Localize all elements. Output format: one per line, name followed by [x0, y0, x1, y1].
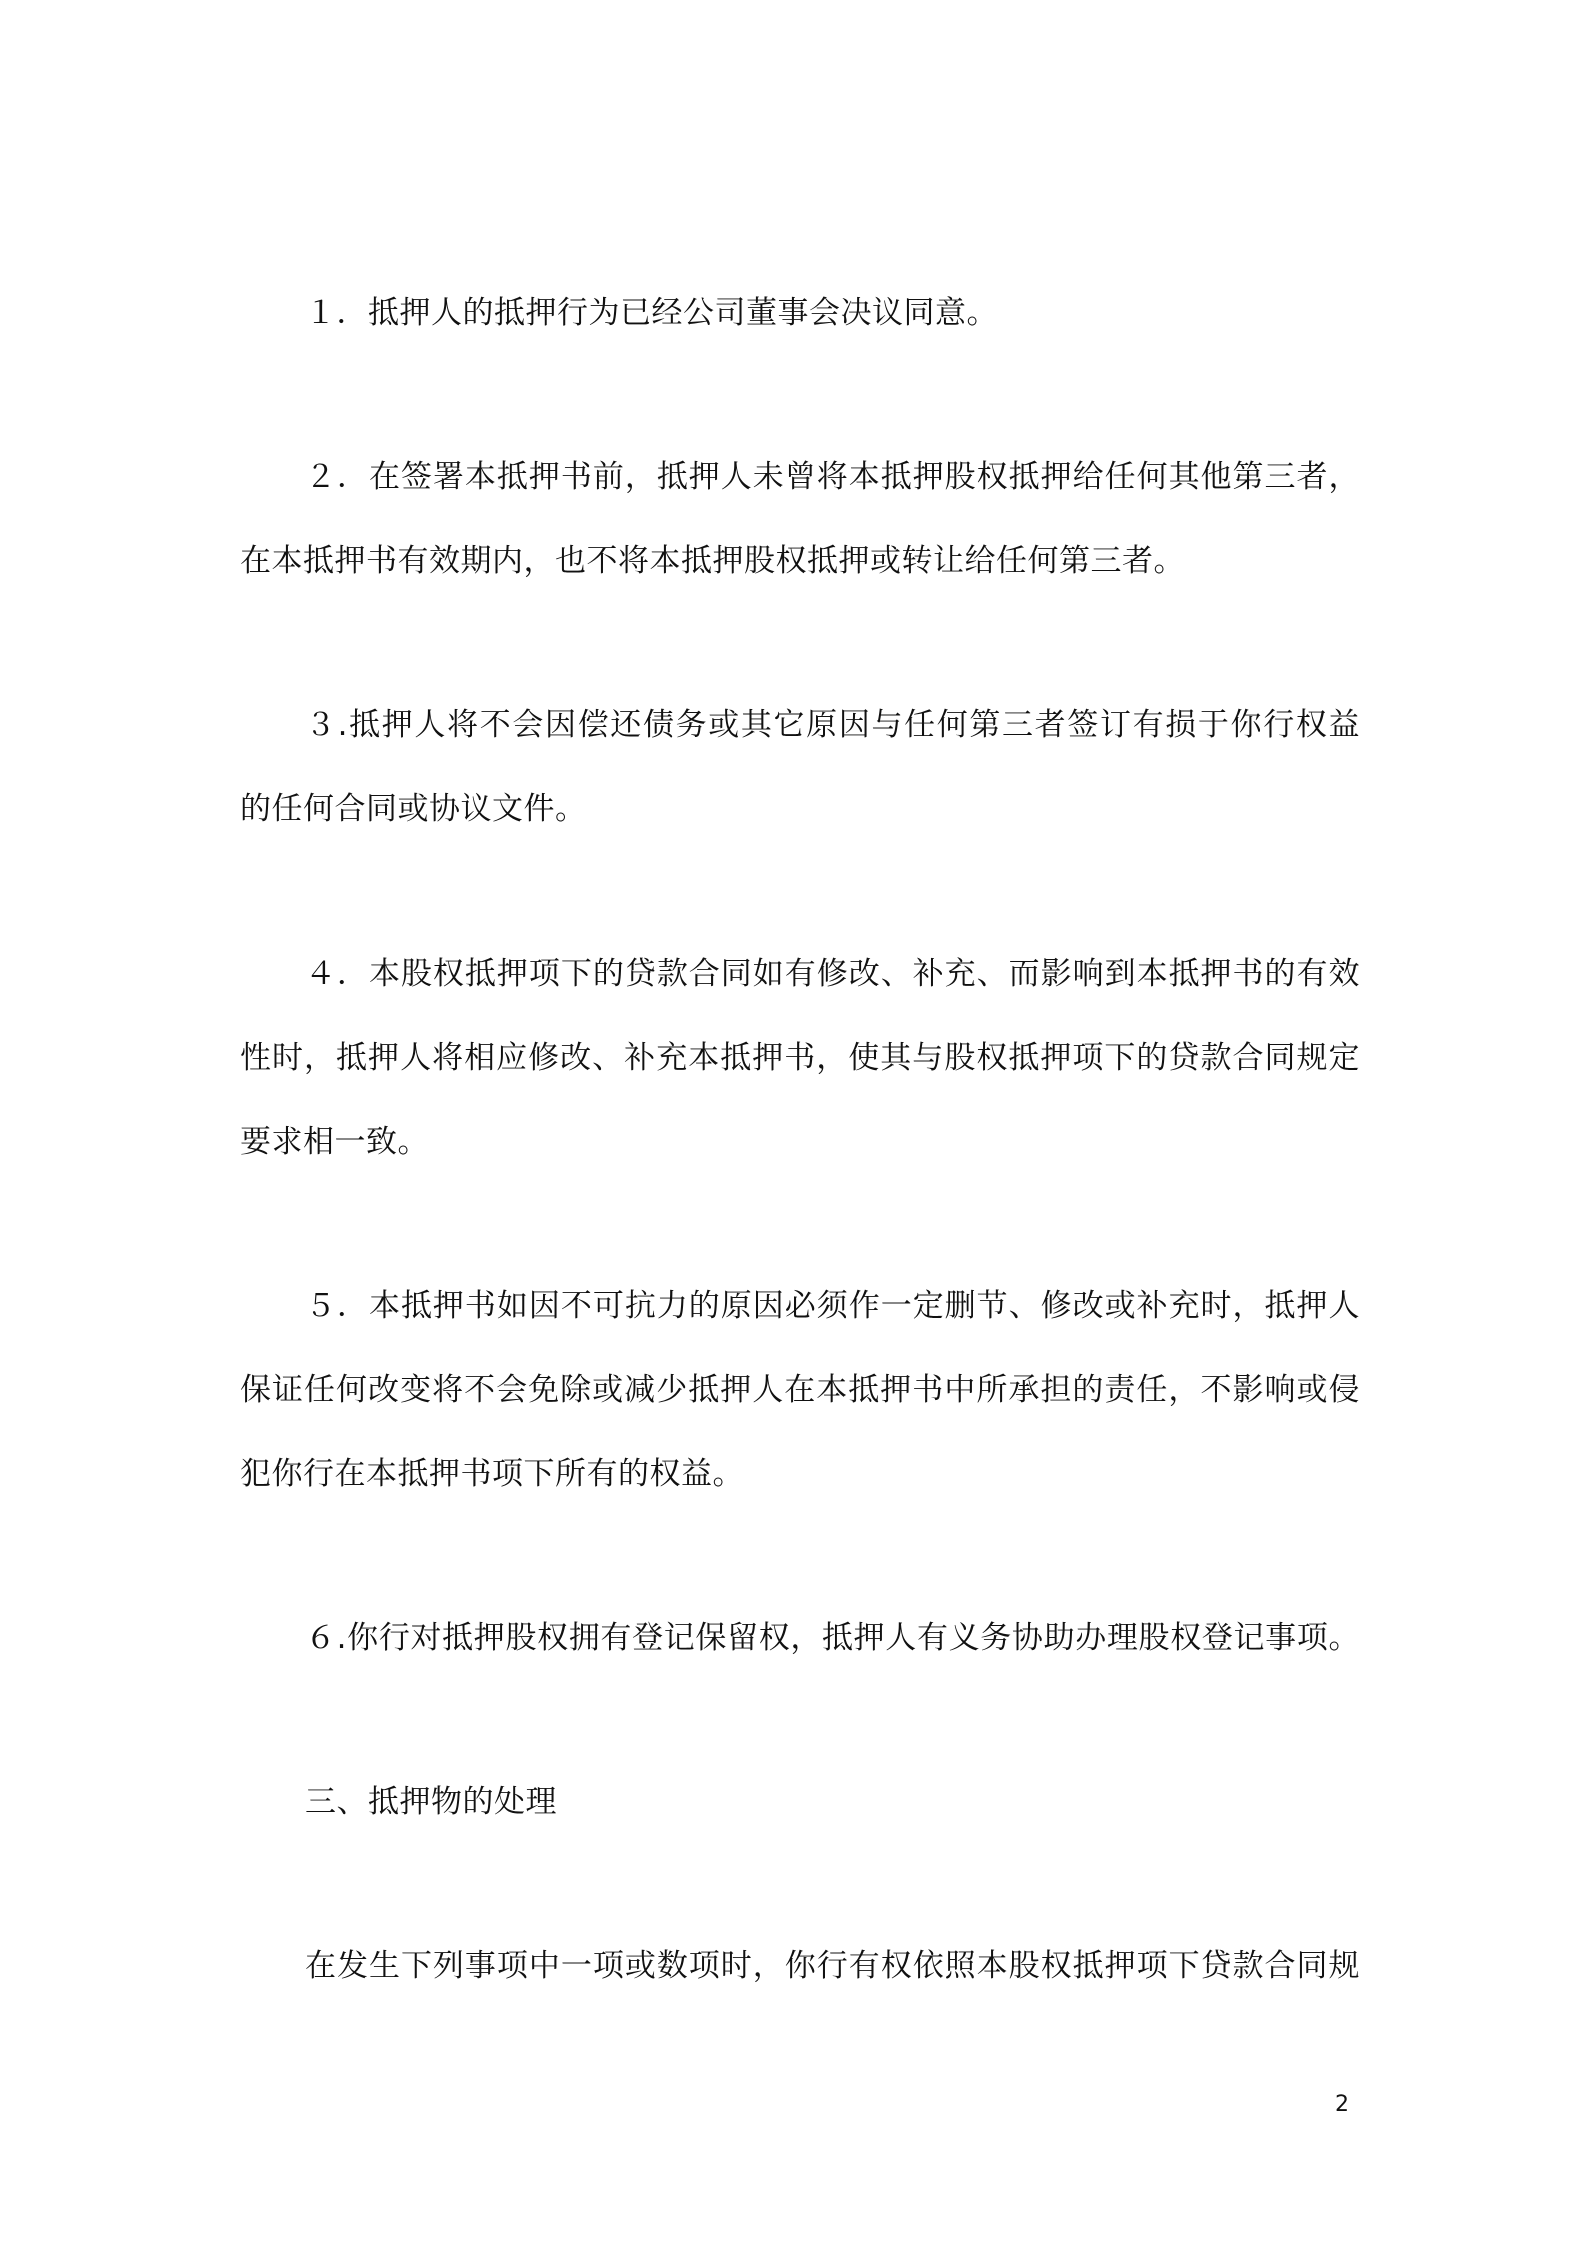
section-heading: 三、抵押物的处理 [305, 1784, 557, 1820]
clause-5-line-3: 犯你行在本抵押书项下所有的权益。 [240, 1456, 744, 1492]
clause-2-line-2: 在本抵押书有效期内，也不将本抵押股权抵押或转让给任何第三者。 [240, 543, 1185, 579]
clause-5-line-1: ５．本抵押书如因不可抗力的原因必须作一定删节、修改或补充时，抵押人 [305, 1288, 1360, 1324]
clause-4-line-3: 要求相一致。 [240, 1124, 429, 1160]
clause-5-line-2: 保证任何改变将不会免除或减少抵押人在本抵押书中所承担的责任，不影响或侵 [240, 1372, 1360, 1408]
clause-3-line-2: 的任何合同或协议文件。 [240, 791, 587, 827]
clause-4-line-2: 性时，抵押人将相应修改、补充本抵押书，使其与股权抵押项下的贷款合同规定 [240, 1040, 1360, 1076]
page-number: 2 [1335, 2092, 1349, 2117]
clause-1-line-1: １．抵押人的抵押行为已经公司董事会决议同意。 [305, 295, 998, 331]
section-paragraph-line-1: 在发生下列事项中一项或数项时，你行有权依照本股权抵押项下贷款合同规 [305, 1948, 1360, 1984]
clause-6-line-1: ６.你行对抵押股权拥有登记保留权，抵押人有义务协助办理股权登记事项。 [305, 1620, 1360, 1656]
clause-4-line-1: ４．本股权抵押项下的贷款合同如有修改、补充、而影响到本抵押书的有效 [305, 956, 1360, 992]
clause-3-line-1: ３.抵押人将不会因偿还债务或其它原因与任何第三者签订有损于你行权益 [305, 707, 1360, 743]
clause-2-line-1: ２．在签署本抵押书前，抵押人未曾将本抵押股权抵押给任何其他第三者， [305, 459, 1360, 495]
